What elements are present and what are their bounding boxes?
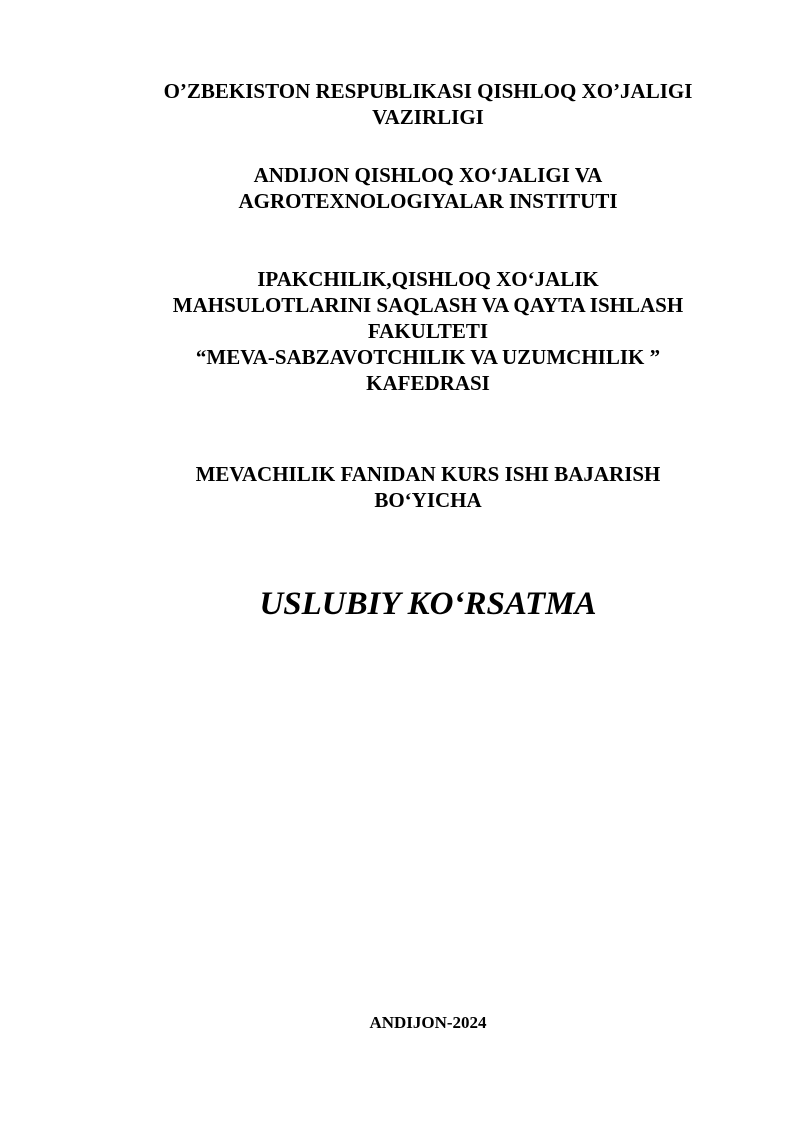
- subject-line-1: MEVACHILIK FANIDAN KURS ISHI BAJARISH: [195, 462, 661, 486]
- institute-line-1: ANDIJON QISHLOQ XO‘JALIGI VA: [253, 163, 603, 187]
- faculty-line-2: MAHSULOTLARINI SAQLASH VA QAYTA ISHLASH: [172, 293, 684, 317]
- ministry-line-1: O’ZBEKISTON RESPUBLIKASI QISHLOQ XO’JALIGI: [163, 79, 693, 103]
- institute-heading: [80, 162, 776, 214]
- subject-line-2: BO‘YICHA: [374, 488, 482, 512]
- faculty-line-1: IPAKCHILIK,QISHLOQ XO‘JALIK: [257, 267, 599, 291]
- document-title: [80, 584, 776, 624]
- subject-heading: [80, 461, 776, 513]
- ministry-heading: [80, 78, 776, 130]
- ministry-line-2: VAZIRLIGI: [372, 105, 484, 129]
- faculty-line-3: FAKULTETI: [367, 319, 489, 343]
- place-year-text: ANDIJON-2024: [369, 1013, 487, 1032]
- place-year-footer: [80, 1012, 776, 1034]
- document-title-text: USLUBIY KO‘RSATMA: [259, 586, 597, 622]
- faculty-heading: [80, 266, 776, 396]
- institute-line-2: AGROTEXNOLOGIYALAR INSTITUTI: [238, 189, 618, 213]
- department-line: “MEVA-SABZAVOTCHILIK VA UZUMCHILIK ”: [195, 345, 661, 369]
- department-label: KAFEDRASI: [366, 371, 490, 395]
